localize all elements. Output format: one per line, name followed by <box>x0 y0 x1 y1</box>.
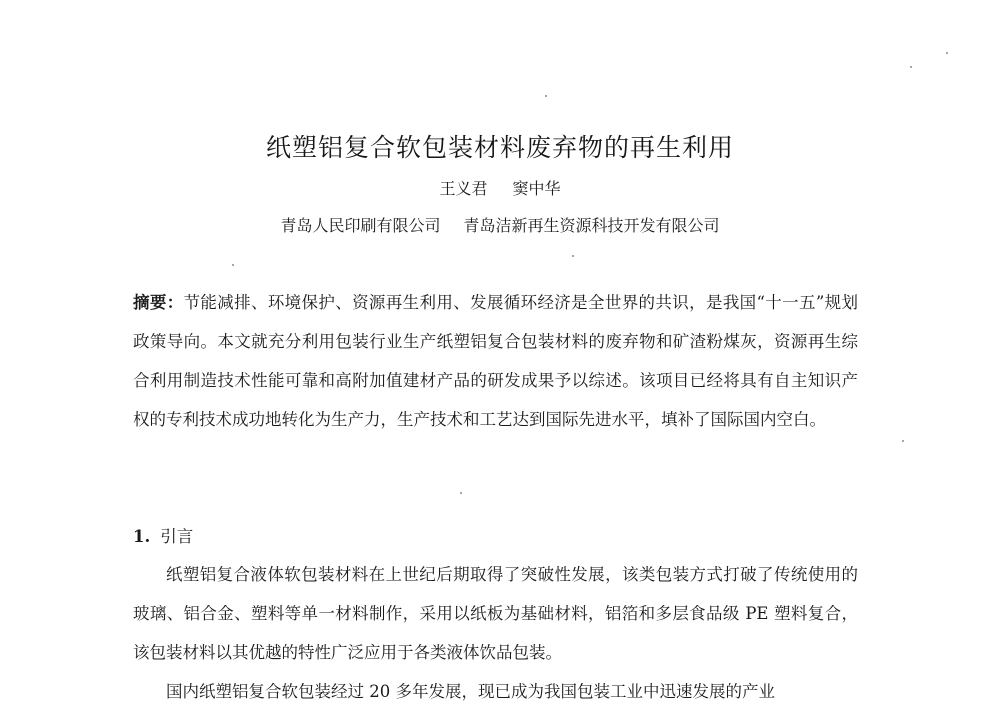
scan-speck <box>946 52 948 54</box>
affiliation-list <box>0 213 1000 236</box>
section-number: 1. <box>133 527 151 546</box>
author-list <box>0 176 1000 199</box>
section-body <box>133 555 858 711</box>
abstract-label: 摘要： <box>133 293 184 312</box>
scan-speck <box>910 66 912 68</box>
scan-speck <box>545 95 547 97</box>
author-name: 窦中华 <box>512 179 561 198</box>
scan-speck <box>460 492 462 494</box>
paragraph: 国内纸塑铝复合软包装经过 20 多年发展，现已成为我国包装工业中迅速发展的产业 <box>166 682 775 701</box>
paragraph: 纸塑铝复合液体软包装材料在上世纪后期取得了突破性发展，该类包装方式打破了传统使用的玻璃、铝合金、塑料等单一材料制作，采用以纸板为基础材料，铝箔和多层食品级 PE 塑料复合，该包装材料以其优越的特性广泛应用于各类液体饮品包装。 <box>133 565 858 662</box>
abstract <box>133 283 858 439</box>
section-title: 引言 <box>160 527 194 546</box>
paper-title: 纸塑铝复合软包装材料废弃物的再生利用 <box>265 133 734 162</box>
affiliation: 青岛人民印刷有限公司 <box>280 216 441 235</box>
author-name: 王义君 <box>439 179 488 198</box>
scan-speck <box>232 264 234 266</box>
section-heading <box>133 523 193 547</box>
scan-speck <box>902 440 904 442</box>
affiliation: 青岛洁新再生资源科技开发有限公司 <box>463 216 720 235</box>
abstract-text: 节能减排、环境保护、资源再生利用、发展循环经济是全世界的共识，是我国“十一五”规划政策导向。本文就充分利用包装行业生产纸塑铝复合包装材料的废弃物和矿渣粉煤灰，资源再生综合利用制造技术性能可靠和高附加值建材产品的研发成果予以综述。该项目已经将具有自主知识产权的专利技术成功地转化为生产力，生产技术和工艺达到国际先进水平，填补了国际国内空白。 <box>133 293 859 429</box>
scan-speck <box>572 255 574 257</box>
